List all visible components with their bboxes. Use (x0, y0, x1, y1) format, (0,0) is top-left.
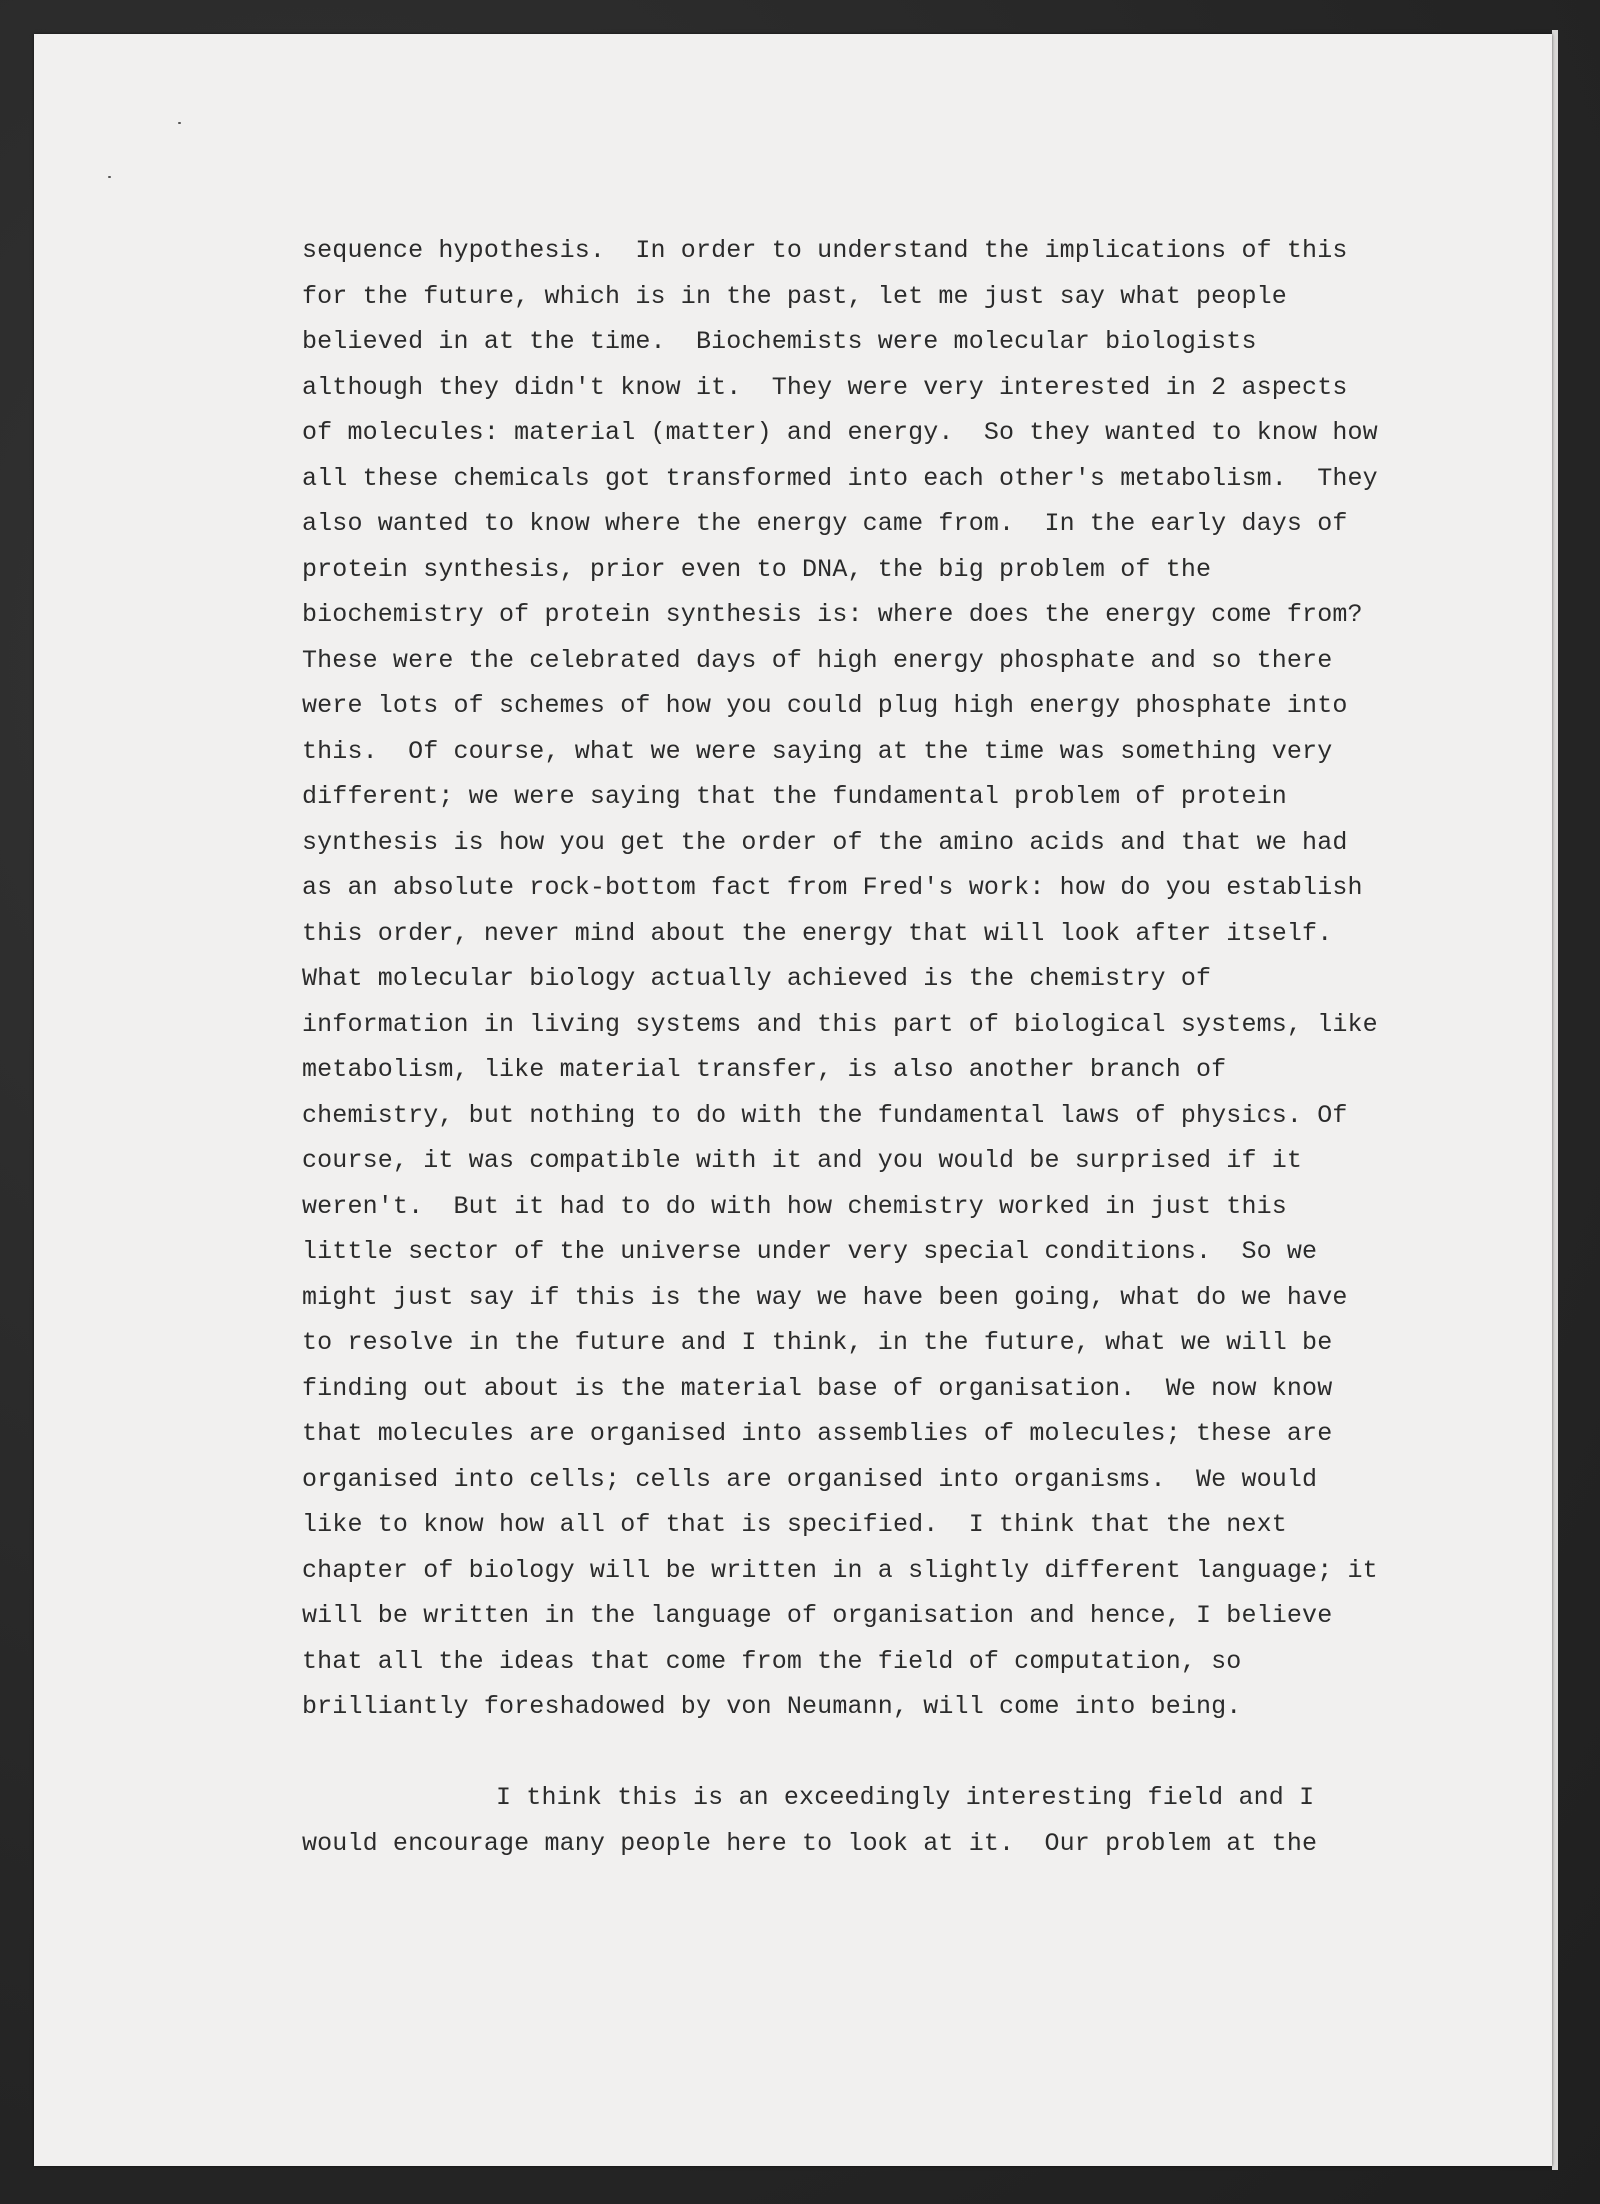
text-line: protein synthesis, prior even to DNA, the big problem of the (302, 554, 1212, 584)
text-line: that all the ideas that come from the field of computation, so (302, 1646, 1242, 1676)
typed-text (302, 228, 1402, 1866)
text-line: organised into cells; cells are organised into organisms. We would (302, 1464, 1318, 1494)
text-line: brilliantly foreshadowed by von Neumann, will come into being. (302, 1692, 1242, 1721)
paper-edge (1552, 30, 1558, 2170)
text-line: metabolism, like material transfer, is also another branch of (302, 1055, 1227, 1084)
text-line: These were the celebrated days of high energy phosphate and so there (302, 645, 1333, 675)
text-line: also wanted to know where the energy came from. In the early days of (302, 509, 1348, 538)
text-line: like to know how all of that is specified. I think that the next (302, 1510, 1287, 1539)
paragraph-gap (302, 1730, 1402, 1776)
text-line: that molecules are organised into assemblies of molecules; these are (302, 1419, 1333, 1448)
text-line: although they didn't know it. They were very interested in 2 aspects (302, 372, 1348, 402)
text-line: to resolve in the future and I think, in the future, what we will be (302, 1328, 1333, 1357)
text-line: chapter of biology will be written in a slightly different language; it (302, 1555, 1378, 1585)
text-line: different; we were saying that the fundamental problem of protein (302, 782, 1287, 811)
text-line: chemistry, but nothing to do with the fundamental laws of physics. Of (302, 1100, 1348, 1130)
text-line: finding out about is the material base of organisation. We now know (302, 1373, 1333, 1403)
text-line: for the future, which is in the past, let me just say what people (302, 281, 1287, 311)
text-line: as an absolute rock-bottom fact from Fred's work: how do you establish (302, 873, 1363, 902)
text-line: believed in at the time. Biochemists were molecular biologists (302, 327, 1257, 356)
text-line: might just say if this is the way we have been going, what do we have (302, 1282, 1348, 1312)
text-line: course, it was compatible with it and you would be surprised if it (302, 1146, 1303, 1175)
text-line: weren't. But it had to do with how chemistry worked in just this (302, 1191, 1287, 1221)
text-line: this. Of course, what we were saying at the time was something very (302, 736, 1333, 766)
text-line: little sector of the universe under very special conditions. So we (302, 1237, 1318, 1266)
text-line: would encourage many people here to look at it. Our problem at the (302, 1828, 1318, 1858)
paper-speck (178, 122, 181, 124)
text-line: information in living systems and this part of biological systems, like (302, 1009, 1378, 1039)
text-line: synthesis is how you get the order of the amino acids and that we had (302, 827, 1348, 857)
text-line: of molecules: material (matter) and energy. So they wanted to know how (302, 418, 1378, 447)
text-line: sequence hypothesis. In order to understand the implications of this (302, 236, 1348, 265)
text-line: will be written in the language of organisation and hence, I believe (302, 1601, 1333, 1630)
text-line: What molecular biology actually achieved is the chemistry of (302, 964, 1212, 993)
text-line: this order, never mind about the energy that will look after itself. (302, 918, 1333, 948)
text-line: biochemistry of protein synthesis is: where does the energy come from? (302, 600, 1363, 629)
text-line: were lots of schemes of how you could plug high energy phosphate into (302, 691, 1348, 720)
text-line-indented: I think this is an exceedingly interesting field and I (496, 1783, 1315, 1812)
text-line: all these chemicals got transformed into each other's metabolism. They (302, 463, 1378, 493)
paper-speck (108, 176, 111, 178)
